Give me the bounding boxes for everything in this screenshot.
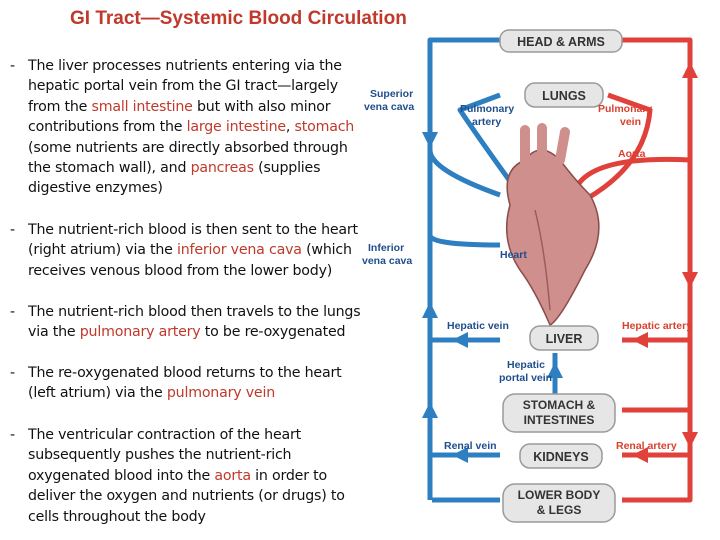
- inferior-vena-cava-label-2: vena cava: [362, 255, 413, 267]
- hepatic-portal-vein-label-1: Hepatic: [507, 359, 545, 371]
- lower-body-label-2: & LEGS: [536, 503, 582, 517]
- bullet-text: to be re-oxygenated: [200, 324, 346, 341]
- lungs-label: LUNGS: [542, 89, 586, 103]
- liver-label: LIVER: [545, 332, 583, 346]
- hepatic-artery-label: Hepatic artery: [622, 320, 693, 332]
- heart-illustration: [507, 128, 599, 325]
- bullet-item-pulmonary-artery: [8, 302, 364, 343]
- bullet-text: (some nutrients are directly absorbed through the stomach wall), and: [28, 139, 348, 177]
- aorta: [575, 159, 690, 190]
- renal-artery-label: Renal artery: [616, 440, 677, 452]
- superior-vena-cava-label-2: vena cava: [364, 101, 415, 113]
- highlighted-term: large intestine: [186, 119, 286, 136]
- hepatic-vein-label: Hepatic vein: [447, 320, 509, 332]
- bullet-text: in order to deliver the oxygen and nutrients (or drugs) to cells throughout the body: [28, 467, 345, 525]
- stomach-intestines-label-2: INTESTINES: [523, 413, 595, 427]
- pulmonary-vein-label-1: Pulmonary: [598, 103, 653, 115]
- highlighted-term: stomach: [294, 119, 355, 136]
- lower-body-label-1: LOWER BODY: [517, 488, 601, 502]
- inferior-vena-cava: [430, 235, 500, 500]
- bullet-item-liver: [8, 56, 364, 199]
- bullet-text: ,: [285, 119, 295, 136]
- highlighted-term: inferior vena cava: [177, 242, 302, 259]
- kidneys-label: KIDNEYS: [533, 450, 589, 464]
- bullet-text: (supplies digestive enzymes): [28, 160, 321, 197]
- pulmonary-artery-label-2: artery: [472, 116, 502, 128]
- pulmonary-artery-label-1: Pulmonary: [460, 103, 515, 115]
- bullet-text: (which receives venous blood from the lower body): [28, 242, 352, 279]
- page-title: GI Tract—Systemic Blood Circulation: [70, 8, 407, 29]
- bullet-item-vena-cava: [8, 220, 364, 281]
- aorta-label: Aorta: [618, 148, 646, 160]
- highlighted-term: pulmonary vein: [166, 385, 275, 402]
- bullet-text: The liver processes nutrients entering via the hepatic portal vein from the GI tract—largely from the: [28, 58, 342, 115]
- bullet-text: The nutrient-rich blood then travels to the lungs via the: [28, 304, 361, 341]
- hepatic-portal-vein-label-2: portal vein: [499, 372, 553, 384]
- inferior-vena-cava-label-1: Inferior: [368, 242, 405, 254]
- highlighted-term: aorta: [214, 467, 251, 484]
- bullet-item-aorta: [8, 425, 364, 527]
- circulation-diagram: [360, 20, 720, 540]
- superior-vena-cava-label-1: Superior: [370, 88, 414, 100]
- renal-vein-label: Renal vein: [444, 440, 497, 452]
- highlighted-term: pancreas: [190, 160, 254, 177]
- bullet-text: The ventricular contraction of the heart subsequently pushes the nutrient-rich oxygenated blood into the: [28, 427, 301, 484]
- head-arms-label: HEAD & ARMS: [517, 35, 605, 49]
- highlighted-term: pulmonary artery: [79, 324, 201, 341]
- vein-head-return: [430, 40, 500, 235]
- bullet-item-pulmonary-vein: [8, 363, 364, 404]
- bullet-text: The nutrient-rich blood is then sent to the heart (right atrium) via the: [28, 222, 358, 259]
- pulmonary-vein-label-2: vein: [620, 116, 642, 128]
- heart-label: Heart: [500, 249, 527, 261]
- bullet-text: The re-oxygenated blood returns to the heart (left atrium) via the: [28, 365, 342, 402]
- highlighted-term: small intestine: [91, 98, 193, 115]
- stomach-intestines-label-1: STOMACH &: [522, 398, 596, 412]
- bullet-text: but with also minor contributions from the: [28, 98, 331, 136]
